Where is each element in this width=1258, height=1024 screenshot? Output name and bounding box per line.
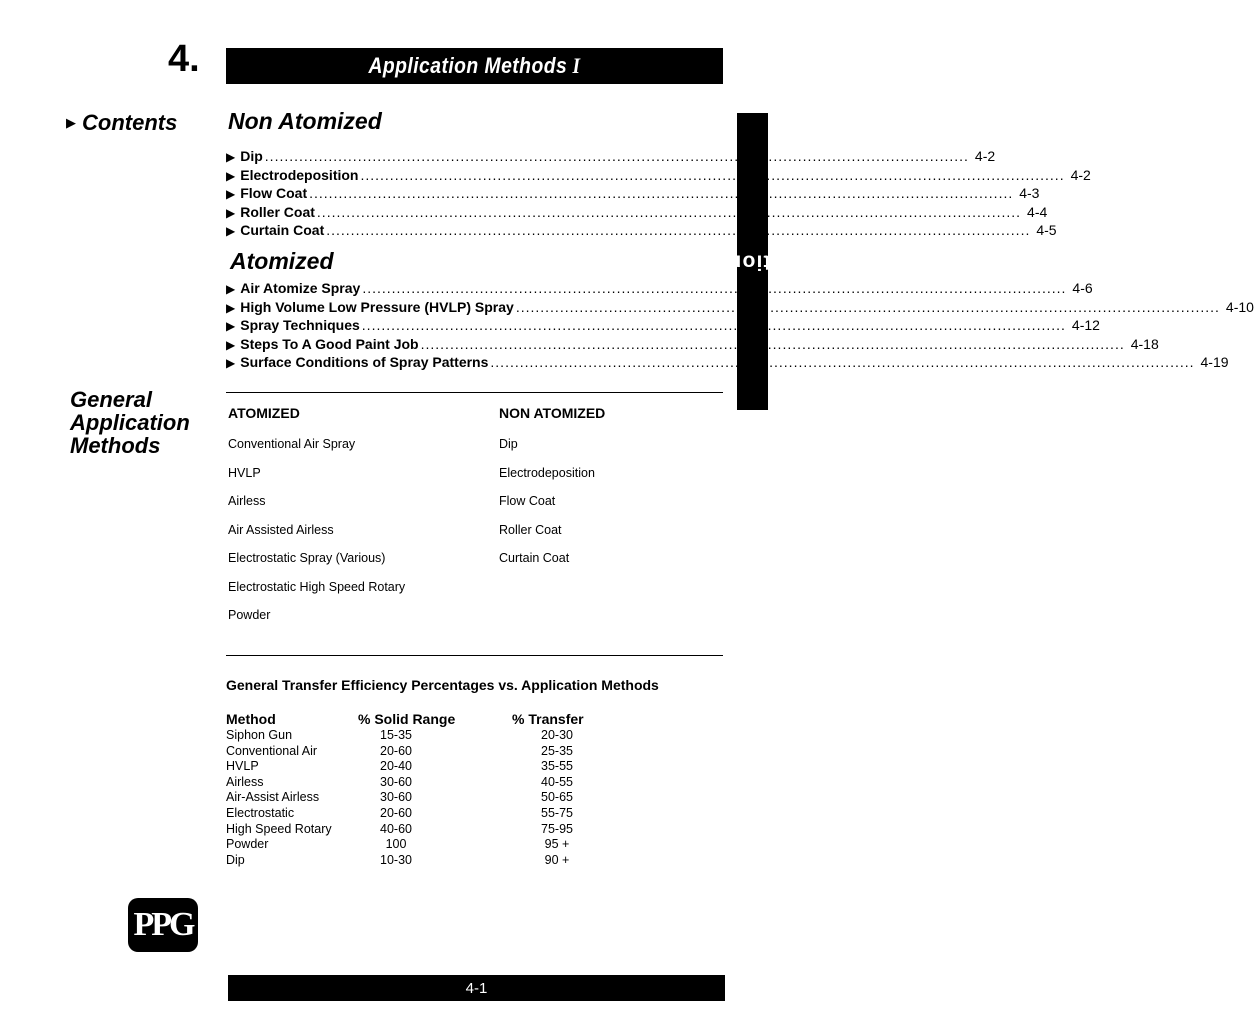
general-label-line: General <box>70 387 152 412</box>
toc-leader-dots <box>265 148 969 164</box>
solid-range-cell: 10-30 <box>380 852 412 867</box>
atomized-method-item: HVLP <box>228 466 261 480</box>
solid-range-cell: 100 <box>385 837 407 852</box>
triangle-bullet-icon: ▶ <box>226 319 236 334</box>
chapter-title <box>369 53 581 79</box>
toc-entry[interactable] <box>226 148 996 167</box>
solid-range-cell: 30-60 <box>380 774 412 789</box>
toc-entry-label: Roller Coat <box>240 203 315 220</box>
non-atomized-method-item: Electrodeposition <box>499 466 595 480</box>
transfer-cell: 20-30 <box>541 728 573 742</box>
method-cell: Siphon Gun <box>226 728 293 742</box>
non-atomized-method-item: Roller Coat <box>499 523 562 537</box>
triangle-bullet-icon: ▶ <box>226 337 236 352</box>
footer-page-bar <box>228 975 725 1001</box>
toc-entry[interactable] <box>226 298 1254 318</box>
column-header-method: Method <box>226 711 276 727</box>
transfer-cell: 55-75 <box>541 805 573 820</box>
toc-entry-label: Steps To A Good Paint Job <box>240 335 419 352</box>
non-atomized-toc <box>226 148 1091 241</box>
toc-leader-dots <box>326 222 1030 238</box>
toc-entry-label: Surface Conditions of Spray Patterns <box>240 354 489 371</box>
toc-entry[interactable] <box>226 280 1093 299</box>
toc-leader-dots <box>317 204 1021 220</box>
toc-entry-page: 4-19 <box>1200 354 1229 371</box>
non-atomized-heading: Non Atomized <box>228 108 382 134</box>
table-row <box>226 822 602 838</box>
triangle-bullet-icon: ▶ <box>226 205 236 220</box>
chapter-number: 4. <box>168 38 200 80</box>
atomized-heading: Atomized <box>230 248 334 274</box>
table-row <box>226 853 602 869</box>
side-tab-text: Application Methods <box>625 250 855 274</box>
method-cell: Electrostatic <box>226 805 295 820</box>
atomized-method-item: Electrostatic High Speed Rotary <box>228 580 406 594</box>
atomized-method-item: Powder <box>228 608 271 622</box>
toc-entry-page: 4-12 <box>1071 317 1100 334</box>
atomized-method-item: Airless <box>228 494 266 508</box>
method-cell: Air-Assist Airless <box>226 790 320 805</box>
method-cell: Powder <box>226 837 269 852</box>
atomized-method-item: Air Assisted Airless <box>228 523 334 537</box>
toc-entry-label: Electrodeposition <box>240 166 359 183</box>
method-cell: High Speed Rotary <box>226 821 332 836</box>
table-header-row <box>226 710 602 728</box>
table-row <box>226 759 602 775</box>
toc-entry-page: 4-4 <box>1027 203 1048 220</box>
triangle-bullet-icon: ▶ <box>226 187 236 202</box>
solid-range-cell: 20-40 <box>380 759 412 774</box>
toc-entry-page: 4-18 <box>1130 335 1159 352</box>
toc-leader-dots <box>362 317 1066 333</box>
table-row <box>226 728 602 744</box>
toc-leader-dots <box>516 299 1220 315</box>
transfer-cell: 50-65 <box>541 790 573 805</box>
solid-range-cell: 30-60 <box>380 790 412 805</box>
toc-entry-label: Flow Coat <box>240 185 308 202</box>
toc-entry[interactable] <box>226 335 1159 355</box>
non-atomized-method-item: Curtain Coat <box>499 551 570 565</box>
toc-entry-page: 4-2 <box>1070 166 1091 183</box>
non-atomized-column-header: NON ATOMIZED <box>499 405 606 421</box>
non-atomized-method-item: Dip <box>499 437 518 451</box>
chapter-title-text: Application Methods <box>368 53 568 78</box>
toc-entry-page: 4-6 <box>1072 280 1093 296</box>
toc-entry[interactable] <box>226 185 1040 204</box>
toc-leader-dots <box>360 167 1064 183</box>
divider <box>226 655 723 656</box>
general-application-methods-label <box>70 388 190 457</box>
solid-range-cell: 20-60 <box>380 743 412 758</box>
method-cell: Airless <box>226 774 264 789</box>
method-cell: Conventional Air <box>226 743 318 758</box>
transfer-cell: 90 + <box>544 852 570 867</box>
method-cell: HVLP <box>226 759 259 774</box>
toc-entry[interactable] <box>226 222 1057 241</box>
column-header-solid-range: % Solid Range <box>358 711 456 727</box>
table-row <box>226 790 602 806</box>
triangle-bullet-icon: ▶ <box>66 115 76 130</box>
solid-range-cell: 15-35 <box>380 728 412 742</box>
toc-entry-page: 4-2 <box>974 148 996 164</box>
table-row <box>226 837 602 853</box>
atomized-method-item: Electrostatic Spray (Various) <box>228 551 386 565</box>
toc-entry[interactable] <box>226 203 1048 223</box>
page-number: 4-1 <box>465 979 488 997</box>
table-row <box>226 806 602 822</box>
contents-label-text: Contents <box>82 110 178 135</box>
triangle-bullet-icon: ▶ <box>226 168 236 183</box>
transfer-cell: 95 + <box>544 837 570 852</box>
triangle-bullet-icon: ▶ <box>226 150 236 164</box>
transfer-efficiency-title: General Transfer Efficiency Percentages vs. Application Methods <box>226 677 659 693</box>
triangle-bullet-icon: ▶ <box>226 282 236 296</box>
toc-entry-page: 4-10 <box>1225 298 1254 315</box>
side-tab-roman: I <box>866 247 877 271</box>
divider <box>226 392 723 393</box>
toc-entry-label: High Volume Low Pressure (HVLP) Spray <box>240 298 514 315</box>
toc-leader-dots <box>362 280 1066 296</box>
toc-leader-dots <box>490 354 1194 370</box>
toc-entry-label: Dip <box>240 148 263 164</box>
toc-entry-label: Curtain Coat <box>240 222 325 239</box>
non-atomized-method-item: Flow Coat <box>499 494 556 508</box>
toc-entry[interactable] <box>226 317 1100 336</box>
atomized-column-header: ATOMIZED <box>228 405 300 421</box>
toc-entry-page: 4-5 <box>1036 222 1057 239</box>
table-row <box>226 775 602 791</box>
contents-label <box>66 110 177 136</box>
atomized-method-item: Conventional Air Spray <box>228 437 356 451</box>
transfer-cell: 25-35 <box>541 743 573 758</box>
general-label-line: Application <box>70 410 190 435</box>
chapter-title-roman: I <box>572 53 581 78</box>
column-header-transfer: % Transfer <box>512 711 584 727</box>
toc-leader-dots <box>309 185 1013 201</box>
transfer-cell: 75-95 <box>541 821 573 836</box>
toc-entry-label: Air Atomize Spray <box>240 280 361 296</box>
toc-entry-label: Spray Techniques <box>240 317 360 334</box>
method-cell: Dip <box>226 852 245 867</box>
triangle-bullet-icon: ▶ <box>226 224 236 239</box>
toc-entry[interactable] <box>226 166 1091 186</box>
toc-entry[interactable] <box>226 354 1229 373</box>
triangle-bullet-icon: ▶ <box>226 300 236 315</box>
atomized-toc <box>226 280 1254 373</box>
transfer-efficiency-table <box>226 710 602 868</box>
ppg-logo: PPG <box>128 898 198 952</box>
transfer-cell: 40-55 <box>541 774 573 789</box>
transfer-cell: 35-55 <box>541 759 573 774</box>
triangle-bullet-icon: ▶ <box>226 356 236 371</box>
toc-entry-page: 4-3 <box>1019 185 1040 202</box>
solid-range-cell: 20-60 <box>380 805 412 820</box>
solid-range-cell: 40-60 <box>380 821 412 836</box>
chapter-title-bar <box>226 48 723 84</box>
table-row <box>226 744 602 760</box>
toc-leader-dots <box>421 336 1125 352</box>
general-label-line: Methods <box>70 433 161 458</box>
